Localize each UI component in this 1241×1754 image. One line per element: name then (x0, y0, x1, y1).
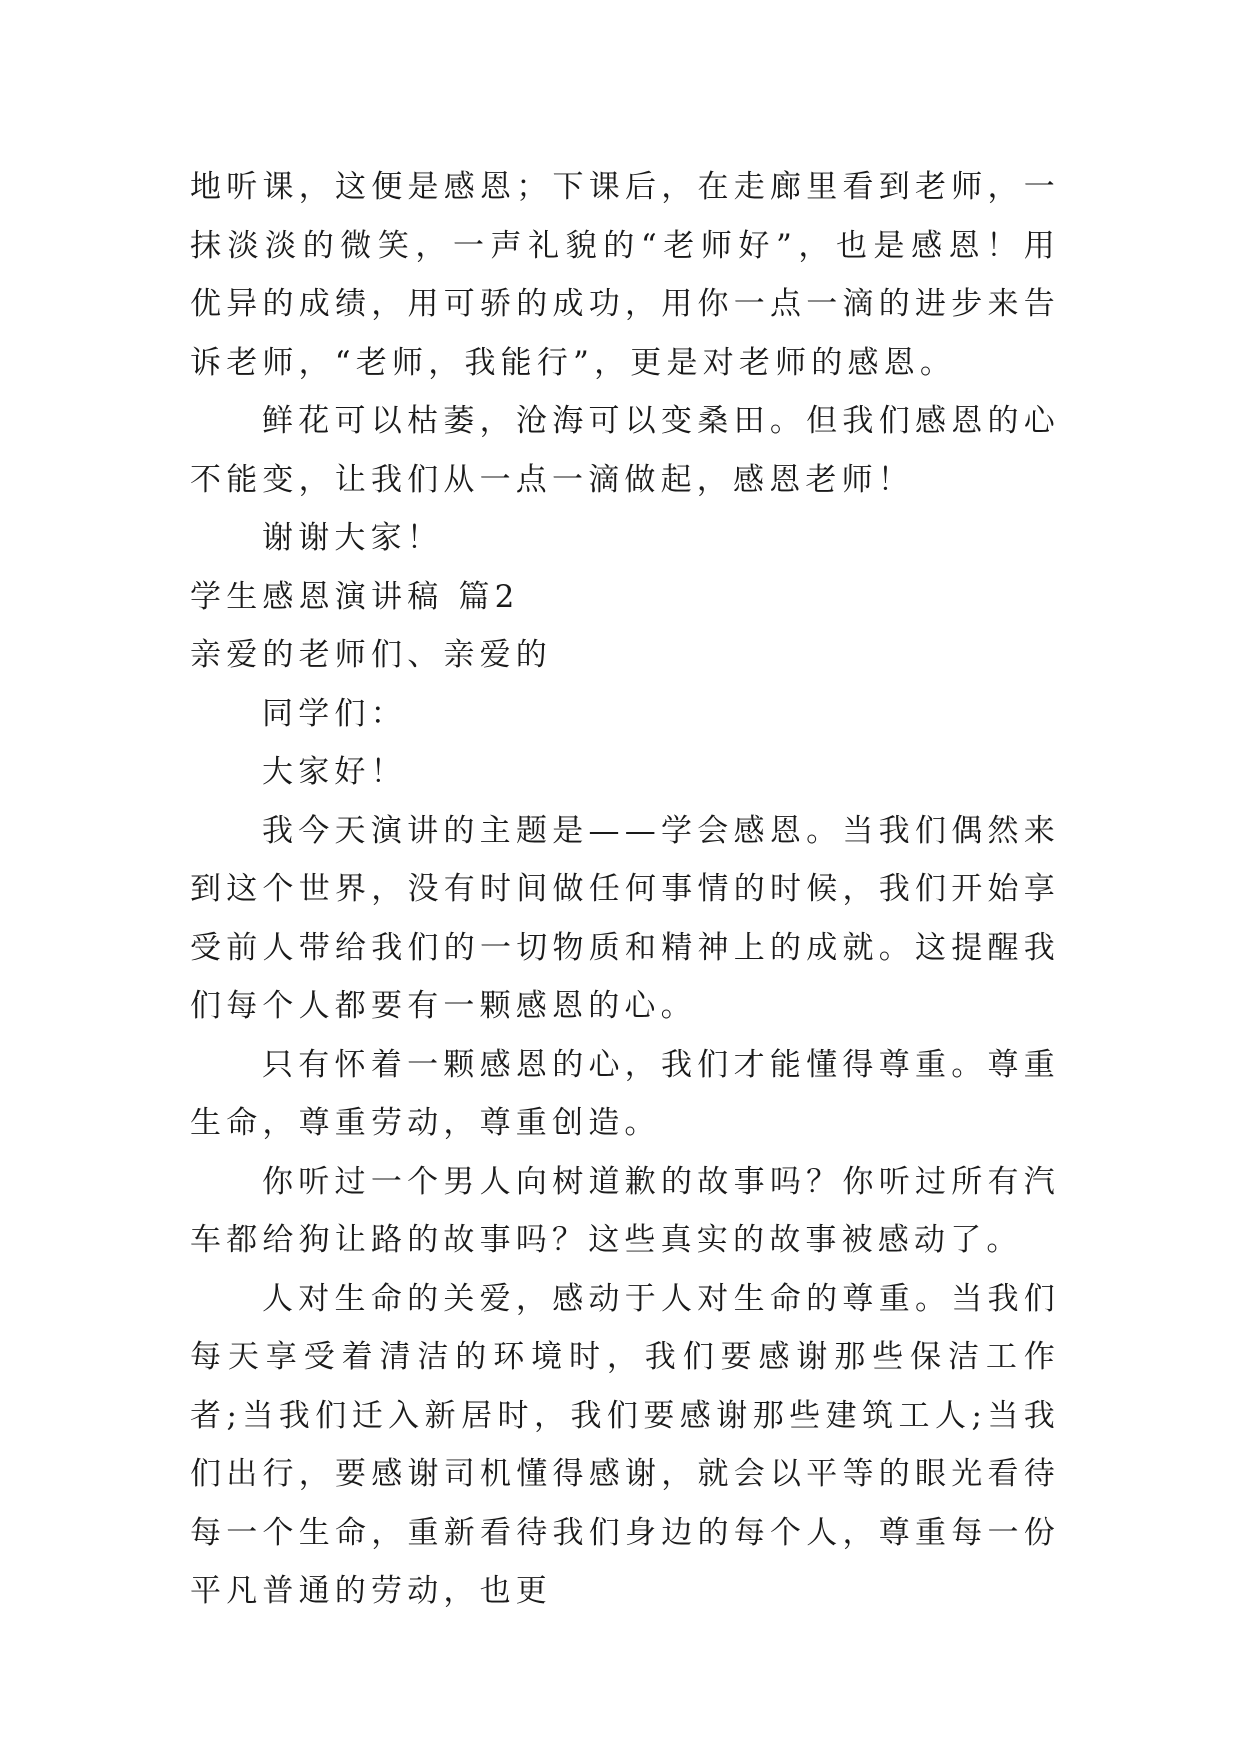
section-heading: 学生感恩演讲稿 篇2 (190, 578, 520, 615)
document-page (190, 158, 1060, 1621)
paragraph: 谢谢大家！ (262, 520, 443, 556)
greeting: 大家好！ (262, 754, 407, 790)
paragraph: 鲜花可以枯萎，沧海可以变桑田。但我们感恩的心不能变，让我们从一点一滴做起，感恩老师！ (190, 403, 1060, 498)
paragraph: 只有怀着一颗感恩的心，我们才能懂得尊重。尊重生命，尊重劳动，尊重创造。 (190, 1046, 1060, 1141)
paragraph: 地听课，这便是感恩；下课后，在走廊里看到老师，一抹淡淡的微笑，一声礼貌的“老师好”，也是感恩！用优异的成绩，用可骄的成功，用你一点一滴的进步来告诉老师，“老师，我能行”，更是对老师的感恩。 (190, 169, 1060, 381)
salutation: 亲爱的老师们、亲爱的 (190, 637, 552, 673)
paragraph: 你听过一个男人向树道歉的故事吗？你听过所有汽车都给狗让路的故事吗？这些真实的故事被感动了。 (190, 1163, 1060, 1258)
paragraph: 我今天演讲的主题是——学会感恩。当我们偶然来到这个世界，没有时间做任何事情的时候，我们开始享受前人带给我们的一切物质和精神上的成就。这提醒我们每个人都要有一颗感恩的心。 (190, 812, 1060, 1024)
paragraph: 人对生命的关爱，感动于人对生命的尊重。当我们每天享受着清洁的环境时，我们要感谢那些保洁工作者;当我们迁入新居时，我们要感谢那些建筑工人;当我们出行，要感谢司机懂得感谢，就会以平等的眼光看待每一个生命，重新看待我们身边的每个人，尊重每一份平凡普通的劳动，也更 (190, 1280, 1060, 1609)
salutation-continued: 同学们： (262, 695, 407, 732)
